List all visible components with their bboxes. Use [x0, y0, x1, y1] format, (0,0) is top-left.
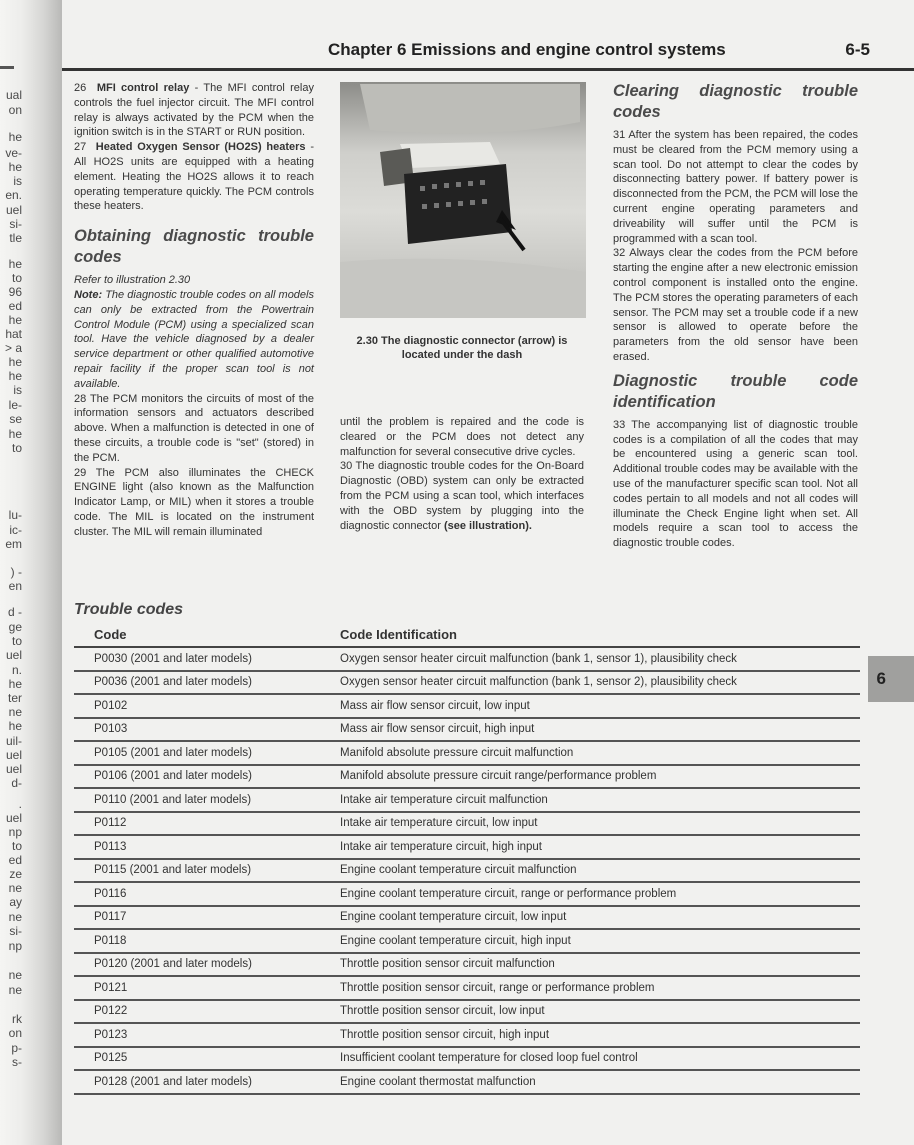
spine-word: uel [5, 203, 22, 217]
spine-word: ne [8, 968, 22, 982]
note-text: The diagnostic trouble codes on all models can only be extracted from the Powertrain Control Module (PCM) using a specialized scan tool. Have the vehicle diagnosed by a dealer service department or other qualified automotive repair facility if the proper scan tool is not available. [74, 288, 314, 390]
paragraph-text: - All HO2S units are equipped with a heating element. Heating the HO2S allows it to reach operating temperature quickly. The PCM controls these heaters. [74, 141, 314, 213]
spine-word: 96 [8, 285, 22, 299]
identification-cell: Engine coolant temperature circuit malfunction [340, 864, 577, 877]
table-row [74, 719, 860, 743]
identification-cell: Oxygen sensor heater circuit malfunction (bank 1, sensor 2), plausibility check [340, 676, 737, 689]
identification-cell: Intake air temperature circuit malfunction [340, 793, 548, 806]
spine-word: ge [8, 620, 22, 634]
identification-cell: Engine coolant temperature circuit, low input [340, 911, 567, 924]
paragraph-28: 28 The PCM monitors the circuits of most of the information sensors and actuators described above. When a malfunction is detected in one of these circuits, a trouble code is "set" (stored) in the PCM. [74, 392, 314, 464]
column-left [74, 81, 314, 540]
code-cell: P0103 [94, 723, 128, 736]
spine-word: ne [8, 881, 22, 895]
photo-illustration [340, 82, 586, 318]
paragraph-32: 32 Always clear the codes from the PCM before starting the engine after a new electronic emission control component is installed onto the engine. The PCM stores the operating parameters of each sensor. The PCM may set a trouble code if a new sensor is allowed to operate before the parameters from the old sensor have been erased. [613, 247, 858, 363]
code-cell: P0105 (2001 and later models) [94, 746, 252, 759]
table-row [74, 789, 860, 813]
code-cell: P0036 (2001 and later models) [94, 676, 252, 689]
spine-word: s- [12, 1055, 22, 1069]
paragraph-text: - The MFI control relay controls the fuel injector circuit. The MFI control relay is always activated by the PCM when the ignition switch is in the START or RUN position. [74, 82, 314, 139]
table-row [74, 1024, 860, 1048]
paragraph-27 [74, 140, 314, 214]
identification-cell: Engine coolant thermostat malfunction [340, 1075, 536, 1088]
paragraph-29: 29 The PCM also illuminates the CHECK ENGINE light (also known as the Malfunction Indicator Lamp, or MIL) when it stores a trouble code. The MIL is located on the instrument cluster. The MIL will remain illuminated [74, 466, 314, 538]
paragraph-30 [340, 459, 584, 533]
page-spine [0, 0, 62, 1145]
spine-word: he [8, 719, 22, 733]
spine-word: ual [5, 88, 22, 102]
spine-word: rk [12, 1012, 22, 1026]
spine-word: ve- [5, 146, 22, 160]
table-row [74, 954, 860, 978]
spine-word: uel [5, 811, 22, 825]
spine-word: ic- [9, 523, 22, 537]
identification-cell: Oxygen sensor heater circuit malfunction (bank 1, sensor 1), plausibility check [340, 652, 737, 665]
spine-word: np [8, 825, 22, 839]
spine-word: on [8, 103, 22, 117]
spine-word: n. [11, 663, 22, 677]
spine-word: to [11, 441, 22, 455]
paragraph-33: 33 The accompanying list of diagnostic trouble codes is a compilation of all the codes that may be encountered using a generic scan tool. Additional trouble codes may be available with the use of the manufacturer specific scan tool. Not all codes pertain to all models and not all codes will illuminate the Check Engine light when set. All models require a scan tool to access the diagnostic trouble codes. [613, 418, 858, 550]
spine-word: he [8, 427, 22, 441]
note-paragraph [74, 288, 314, 392]
code-cell: P0118 [94, 934, 127, 947]
table-row [74, 672, 860, 696]
code-cell: P0117 [94, 911, 127, 924]
code-cell: P0125 [94, 1052, 128, 1065]
spine-word: he [8, 257, 22, 271]
illustration-reference: (see illustration). [443, 519, 532, 532]
identification-cell: Throttle position sensor circuit malfunction [340, 958, 555, 971]
spine-word: ed [8, 299, 22, 313]
spine-word: ed [8, 853, 22, 867]
spine-word: uel [5, 748, 22, 762]
spine-word: d - [7, 605, 22, 619]
term-ho2s-heaters: Heated Oxygen Sensor (HO2S) heaters [95, 141, 306, 154]
note-label: Note: [74, 288, 103, 301]
table-row [74, 883, 860, 907]
spine-word: np [8, 939, 22, 953]
code-cell: P0120 (2001 and later models) [94, 958, 252, 971]
paragraph-continued: until the problem is repaired and the code is cleared or the PCM does not detect any malfunction for several consecutive drive cycles. [340, 416, 584, 458]
identification-cell: Engine coolant temperature circuit, high input [340, 934, 571, 947]
chapter-title: Chapter 6 Emissions and engine control systems [328, 40, 726, 59]
figure-caption: 2.30 The diagnostic connector (arrow) is located under the dash [356, 335, 568, 361]
code-cell: P0110 (2001 and later models) [94, 793, 252, 806]
spine-word: uil- [5, 734, 22, 748]
paragraph-26 [74, 81, 314, 140]
code-cell: P0128 (2001 and later models) [94, 1075, 252, 1088]
code-cell: P0116 [94, 887, 127, 900]
spine-word: hat [5, 327, 22, 341]
spine-word: si- [9, 924, 22, 938]
spine-word: he [8, 160, 22, 174]
code-cell: P0121 [94, 981, 128, 994]
refer-illustration: Refer to illustration 2.30 [74, 274, 191, 287]
column-header-code: Code [94, 626, 127, 642]
paragraph-31: 31 After the system has been repaired, the codes must be cleared from the PCM memory using a scan tool. Do not attempt to clear the codes by disconnecting battery power. If battery power is disconnected from the PCM, the PCM will lose the current engine operating parameters and driveability will suffer until the PCM is programmed with a scan tool. [613, 129, 858, 245]
code-cell: P0102 [94, 699, 128, 712]
header-rule [62, 68, 914, 71]
spine-word: em [5, 537, 22, 551]
spine-word: to [11, 271, 22, 285]
heading-clearing-codes: Clearing diagnostic trouble codes [613, 82, 858, 121]
column-header-identification: Code Identification [340, 626, 457, 642]
identification-cell: Mass air flow sensor circuit, low input [340, 699, 530, 712]
code-cell: P0115 (2001 and later models) [94, 864, 252, 877]
spine-word: ) - [10, 565, 22, 579]
spine-word: to [11, 634, 22, 648]
spine-word: en [8, 579, 22, 593]
table-row [74, 1001, 860, 1025]
identification-cell: Insufficient coolant temperature for closed loop fuel control [340, 1052, 638, 1065]
column-right [613, 81, 858, 551]
spine-word: he [8, 130, 22, 144]
table-row [74, 1048, 860, 1072]
code-cell: P0106 (2001 and later models) [94, 770, 252, 783]
table-header [74, 622, 860, 648]
spine-word: uel [5, 648, 22, 662]
heading-code-identification: Diagnostic trouble code identification [613, 371, 858, 411]
code-cell: P0122 [94, 1005, 128, 1018]
trouble-codes-table [74, 622, 860, 1095]
spine-word: ne [8, 705, 22, 719]
spine-word: he [8, 369, 22, 383]
spine-word: is [13, 383, 22, 397]
spine-word: on [8, 1026, 22, 1040]
spine-word: le- [8, 398, 22, 412]
table-row [74, 813, 860, 837]
table-row [74, 977, 860, 1001]
spine-word: ne [8, 983, 22, 997]
spine-word: en. [5, 188, 22, 202]
spine-word: he [8, 313, 22, 327]
code-cell: P0112 [94, 817, 127, 830]
page-number: 6-5 [845, 40, 870, 59]
code-cell: P0123 [94, 1028, 128, 1041]
table-row [74, 836, 860, 860]
paragraph-number: 27 [74, 141, 87, 154]
heading-obtaining-codes: Obtaining diagnostic trouble codes [74, 227, 314, 267]
spine-word: . [18, 797, 22, 811]
table-row [74, 907, 860, 931]
table-row [74, 860, 860, 884]
spine-word: is [13, 174, 22, 188]
table-row [74, 1071, 860, 1095]
table-row [74, 766, 860, 790]
spine-word: uel [5, 762, 22, 776]
spine-word: he [8, 677, 22, 691]
spine-word: si- [9, 217, 22, 231]
identification-cell: Intake air temperature circuit, low input [340, 817, 538, 830]
column-middle [340, 415, 584, 533]
spine-word: ze [9, 867, 22, 881]
identification-cell: Mass air flow sensor circuit, high input [340, 723, 535, 736]
code-cell: P0113 [94, 840, 127, 853]
paragraph-number: 26 [74, 82, 87, 94]
page-header [62, 0, 914, 72]
spine-word: he [8, 355, 22, 369]
diagnostic-connector-photo [340, 82, 586, 318]
spine-word: p- [11, 1041, 22, 1055]
chapter-tab: 6 [868, 656, 914, 702]
term-mfi-relay: MFI control relay [96, 82, 190, 94]
spine-word: lu- [8, 508, 22, 522]
identification-cell: Engine coolant temperature circuit, range or performance problem [340, 887, 677, 900]
identification-cell: Manifold absolute pressure circuit malfunction [340, 746, 574, 759]
spine-word: ne [8, 910, 22, 924]
identification-cell: Intake air temperature circuit, high input [340, 840, 542, 853]
identification-cell: Throttle position sensor circuit, high input [340, 1028, 550, 1041]
identification-cell: Throttle position sensor circuit, low input [340, 1005, 545, 1018]
spine-word: > a [4, 341, 22, 355]
spine-word: ter [7, 691, 22, 705]
identification-cell: Throttle position sensor circuit, range or performance problem [340, 981, 655, 994]
spine-word: d- [11, 776, 22, 790]
table-row [74, 695, 860, 719]
paragraph-text: 30 The diagnostic trouble codes for the On-Board Diagnostic (OBD) system can only be extracted from the PCM using a scan tool, which interfaces with the OBD system by plugging into the diagnostic connector [340, 460, 584, 532]
identification-cell: Manifold absolute pressure circuit range/performance problem [340, 770, 657, 783]
code-cell: P0030 (2001 and later models) [94, 652, 252, 665]
table-title: Trouble codes [74, 601, 184, 618]
spine-word: to [11, 839, 22, 853]
table-row [74, 930, 860, 954]
spine-mark [0, 66, 14, 69]
table-row [74, 648, 860, 672]
spine-word: se [9, 412, 22, 426]
table-row [74, 742, 860, 766]
spine-word: tle [9, 231, 22, 245]
spine-word: ay [9, 895, 22, 909]
